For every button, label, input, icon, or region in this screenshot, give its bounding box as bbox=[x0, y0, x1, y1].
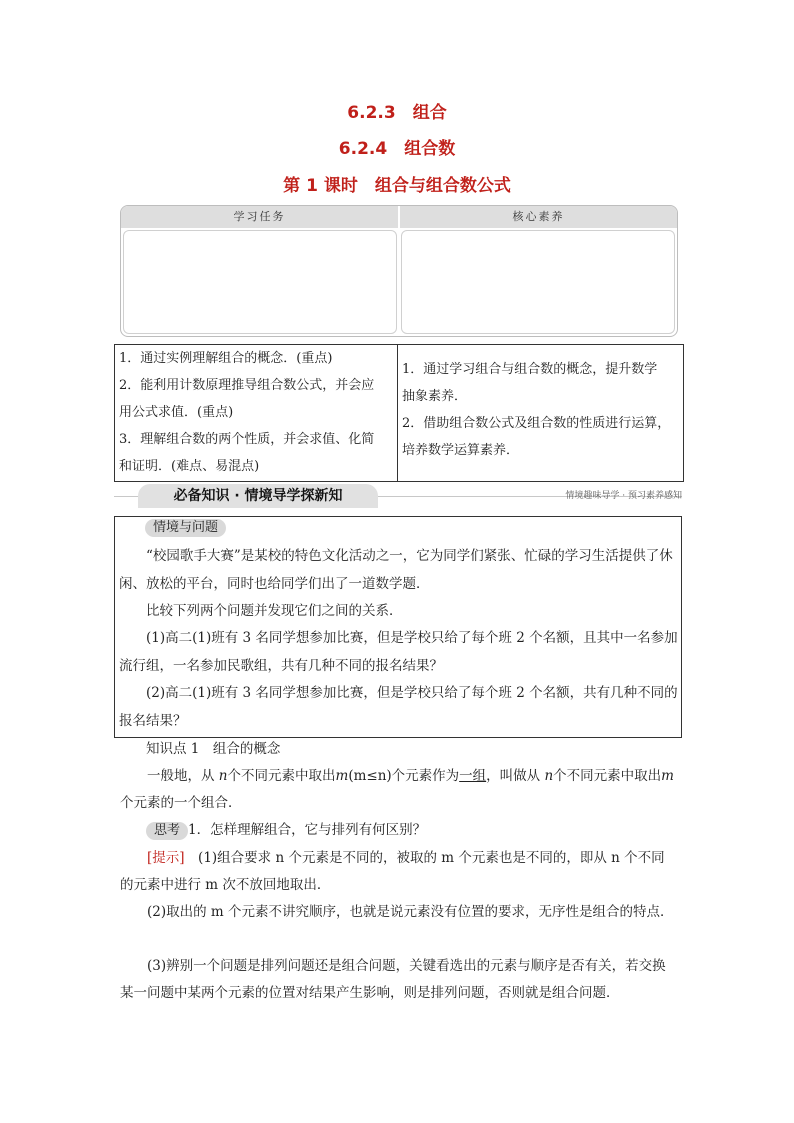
task-literacy-header-table bbox=[120, 205, 678, 337]
scenario-question-1: (1)高二(1)班有 3 名同学想参加比赛，但是学校只给了每个班 2 个名额，且其中一名参加流行组，一名参加民歌组，共有几种不同的报名结果？ bbox=[119, 630, 678, 674]
hint-answer-3: (3)辨别一个问题是排列问题还是组合问题，关键看选出的元素与顺序是否有关，若交换某一问题中某两个元素的位置对结果产生影响，则是排列问题，否则就是组合问题． bbox=[120, 958, 666, 1001]
literacy-line: 抽象素养． bbox=[402, 389, 468, 404]
lesson-title: 第 1 课时 组合与组合数公式 bbox=[283, 176, 511, 196]
learning-tasks-cell bbox=[115, 345, 398, 481]
literacy-line: 1．通过学习组合与组合数的概念，提升数学 bbox=[402, 362, 658, 377]
think-tag: 思考 bbox=[146, 822, 188, 840]
think-question: 1．怎样理解组合，它与排列有何区别？ bbox=[188, 822, 427, 838]
scenario-box bbox=[114, 516, 682, 738]
scenario-question-2: (2)高二(1)班有 3 名同学想参加比赛，但是学校只给了每个班 2 个名额，共有几种不同的报名结果？ bbox=[119, 685, 678, 729]
banner-label: 必备知识 · 情境导学探新知 bbox=[138, 484, 378, 508]
header-learning-tasks: 学习任务 bbox=[121, 206, 400, 228]
section-title-6-2-3: 6.2.3 组合 bbox=[347, 103, 447, 123]
knowledge-point-heading: 知识点 1 组合的概念 bbox=[146, 741, 281, 757]
task-line: 1．通过实例理解组合的概念．(重点) bbox=[119, 351, 333, 366]
task-line: 用公式求值．(重点) bbox=[119, 405, 234, 420]
section-banner bbox=[114, 484, 682, 508]
scenario-paragraph: “校园歌手大赛”是某校的特色文化活动之一，它为同学们紧张、忙碌的学习生活提供了休闲、放松的平台，同时也给同学们出了一道数学题． bbox=[119, 548, 673, 592]
section-title-6-2-4: 6.2.4 组合数 bbox=[338, 139, 456, 159]
header-empty-cell-right bbox=[401, 230, 675, 334]
banner-note: 情境趣味导学 · 预习素养感知 bbox=[565, 491, 682, 501]
literacy-line: 培养数学运算素养． bbox=[402, 443, 520, 458]
literacy-line: 2．借助组合数公式及组合数的性质进行运算， bbox=[402, 416, 671, 431]
hint-answer-2: (2)取出的 m 个元素不讲究顺序，也就是说元素没有位置的要求，无序性是组合的特点． bbox=[147, 904, 674, 920]
hint-answer-1: [提示] (1)组合要求 n 个元素是不同的，被取的 m 个元素也是不同的，即从 n 个不同的元素中进行 m 次不放回地取出． bbox=[120, 850, 665, 893]
scenario-tag: 情境与问题 bbox=[145, 519, 226, 537]
task-literacy-content-table bbox=[114, 344, 684, 482]
scenario-paragraph: 比较下列两个问题并发现它们之间的关系． bbox=[146, 603, 403, 619]
hint-tag: [提示] bbox=[147, 850, 185, 866]
think-question-row bbox=[146, 817, 702, 844]
task-line: 和证明．(难点、易混点) bbox=[119, 459, 260, 474]
combination-definition: 一般地，从 n个不同元素中取出m(m≤n)个元素作为一组，叫做从 n个不同元素中取出m个元素的一个组合． bbox=[120, 768, 674, 811]
core-literacy-cell bbox=[398, 345, 683, 481]
header-core-literacy: 核心素养 bbox=[512, 210, 565, 223]
header-empty-cell-left bbox=[123, 230, 397, 334]
task-line: 3．理解组合数的两个性质，并会求值、化简 bbox=[119, 432, 375, 447]
task-line: 2．能利用计数原理推导组合数公式，并会应 bbox=[119, 378, 375, 393]
